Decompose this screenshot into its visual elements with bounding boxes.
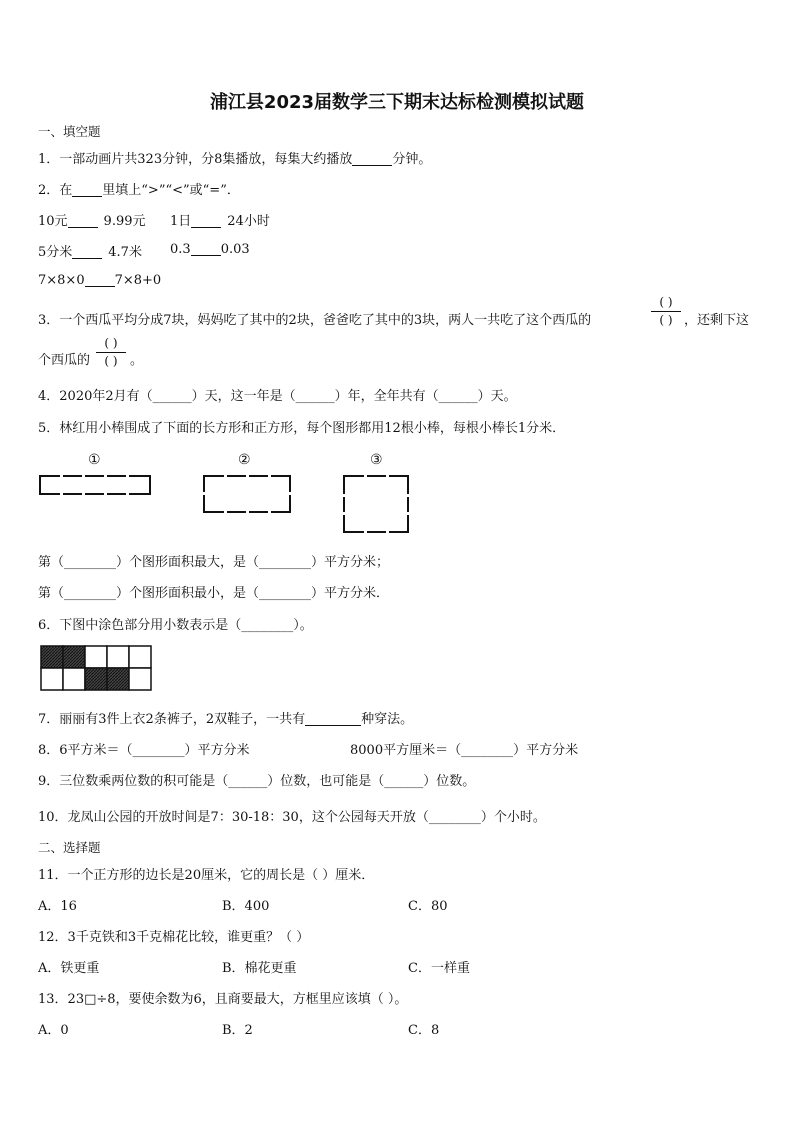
q2-r3-left: 7×8×0	[38, 273, 85, 288]
q3-text-line2: 个西瓜的	[38, 353, 91, 368]
q2-r2b-right: 0.03	[220, 242, 250, 257]
q12-option-a[interactable]: A．铁更重	[38, 961, 100, 976]
q2-r1b-right: 24小时	[227, 214, 270, 229]
question-8b: 8000平方厘米＝（________）平方分米	[350, 743, 579, 758]
question-5: 5．林红用小棒围成了下面的长方形和正方形，每个图形都用12根小棒，每根小棒长1分米．	[38, 421, 566, 436]
q11-option-c[interactable]: C．80	[408, 899, 448, 914]
grid-cell	[41, 668, 63, 690]
grid-cell	[63, 668, 85, 690]
q7-blank[interactable]	[305, 711, 361, 726]
shaded-cell	[63, 646, 85, 668]
q5-smallest: 第（________）个图形面积最小，是（________）平方分米．	[38, 586, 390, 601]
figure-2-label: ②	[238, 452, 251, 468]
q3-frac1-num: ( )	[659, 295, 673, 309]
question-8a: 8．6平方米＝（________）平方分米	[38, 743, 250, 758]
question-13: 13．23□÷8，要使余数为6，且商要最大，方框里应该填（ ）。	[38, 992, 408, 1007]
q3-frac1-den: ( )	[659, 313, 673, 327]
question-12: 12．3千克铁和3千克棉花比较，谁更重？（ ）	[38, 930, 310, 945]
q7-text: 7．丽丽有3件上衣2条裤子，2双鞋子，一共有	[38, 712, 306, 727]
q5-largest: 第（________）个图形面积最大，是（________）平方分米；	[38, 555, 390, 570]
question-9: 9．三位数乘两位数的积可能是（______）位数，也可能是（______）位数。	[38, 774, 476, 789]
q1-unit: 分钟。	[392, 152, 432, 167]
page-title: 浦江县2023届数学三下期末达标检测模拟试题	[209, 92, 585, 113]
q13-option-b[interactable]: B．2	[222, 1023, 253, 1038]
grid-cell	[85, 646, 107, 668]
q13-option-a[interactable]: A．0	[38, 1023, 69, 1038]
square-figure-3	[344, 476, 408, 532]
q2-r3-right: 7×8+0	[114, 273, 162, 288]
q3-text: 3．一个西瓜平均分成7块，妈妈吃了其中的2块，爸爸吃了其中的3块，两人一共吃了这个西瓜的	[38, 313, 592, 328]
q11-option-b[interactable]: B．400	[222, 899, 270, 914]
q11-option-a[interactable]: A．16	[38, 899, 77, 914]
shaded-cell	[41, 646, 63, 668]
q7-end: 种穿法。	[361, 712, 414, 727]
q1-text: 1．一部动画片共323分钟，分8集播放，每集大约播放	[38, 152, 353, 167]
shaded-cell	[107, 668, 129, 690]
q2-stem-end: 里填上“>”“<”或“=”．	[102, 183, 240, 198]
rectangle-figure-1	[40, 476, 150, 494]
question-4: 4．2020年2月有（______）天，这一年是（______）年，全年共有（______）天。	[38, 389, 517, 404]
q2-r1b-left: 1日	[170, 214, 192, 229]
section-choice-heading: 二、选择题	[38, 840, 101, 855]
q3-frac2-den: ( )	[104, 354, 118, 368]
q12-option-c[interactable]: C．一样重	[408, 961, 470, 976]
figure-1-label: ①	[88, 452, 101, 468]
section-fill-heading: 一、填空题	[38, 124, 101, 139]
q13-option-c[interactable]: C．8	[408, 1023, 440, 1038]
question-6: 6．下图中涂色部分用小数表示是（________）。	[38, 618, 313, 633]
q3-text-end: 。	[130, 353, 144, 368]
q3-text-cont: ，还剩下这	[684, 313, 750, 328]
q3-frac2-num: ( )	[104, 336, 118, 350]
q12-option-b[interactable]: B．棉花更重	[222, 961, 297, 976]
grid-cell	[129, 668, 151, 690]
stick-figures	[0, 0, 794, 540]
q2-r2b-left: 0.3	[170, 242, 191, 257]
question-11: 11．一个正方形的边长是20厘米，它的周长是（ ）厘米．	[38, 868, 375, 883]
q2-r2-right: 4.7米	[108, 245, 142, 260]
question-10: 10．龙凤山公园的开放时间是7：30-18：30，这个公园每天开放（________）个小时。	[38, 810, 546, 825]
grid-cell	[129, 646, 151, 668]
grid-cell	[107, 646, 129, 668]
shaded-grid	[40, 645, 154, 693]
q2-r2-left: 5分米	[38, 245, 73, 260]
q2-stem: 2．在	[38, 183, 73, 198]
shaded-cell	[85, 668, 107, 690]
q2-r1-right: 9.99元	[103, 214, 146, 229]
question-7	[38, 708, 413, 727]
q2-r1-left: 10元	[38, 214, 68, 229]
figure-3-label: ③	[370, 452, 383, 468]
rectangle-figure-2	[204, 476, 290, 512]
